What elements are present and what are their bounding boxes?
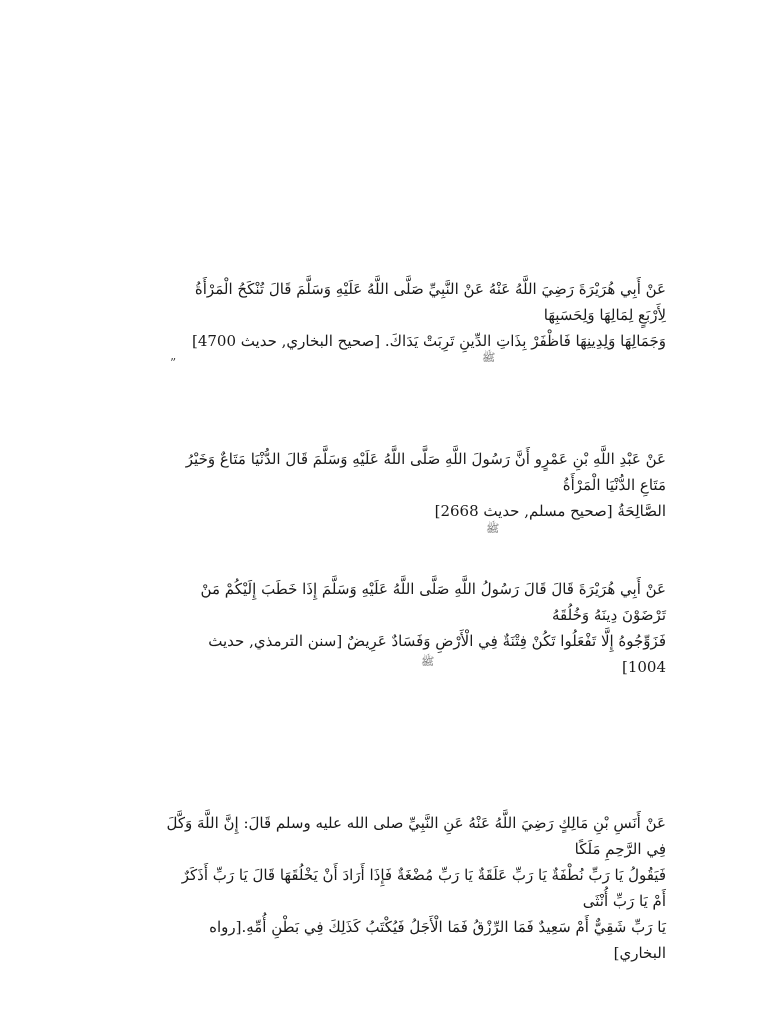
hadith-block-1 xyxy=(166,276,666,354)
hadith-3-line-2: فَزَوِّجُوهُ إِلَّا تَفْعَلُوا تَكُنْ فِتْنَةٌ فِي الْأَرْضِ وَفَسَادٌ عَرِيضٌ [سنن الترمذي, حديث 1004] xyxy=(208,632,666,676)
hadith-block-2 xyxy=(166,446,666,524)
hadith-2-line-1: عَنْ عَبْدِ اللَّهِ بْنِ عَمْرٍو أَنَّ رَسُولَ اللَّهِ صَلَّى اللَّهُ عَلَيْهِ وَسَلَّمَ قَالَ الدُّنْيَا مَتَاعٌ وَخَيْرُ مَتَاعِ الدُّنْيَا الْمَرْأَةُ xyxy=(185,450,666,494)
hadith-4-line-3: يَا رَبِّ شَقِيٌّ أَمْ سَعِيدٌ فَمَا الرِّزْقُ فَمَا الْأَجَلُ فَيُكْتَبُ كَذَلِكَ فِي بَطْنِ أُمِّهِ.[رواه البخاري] xyxy=(209,918,666,962)
salawat-mark-3: ﷺ xyxy=(421,655,435,668)
salawat-mark-1: ﷺ xyxy=(482,351,496,364)
hadith-4-line-1: عَنْ أَنَسِ بْنِ مَالِكٍ رَضِيَ اللَّهُ عَنْهُ عَنِ النَّبِيِّ صلى الله عليه وسلم قَالَ: إِنَّ اللَّهَ وَكَّلَ فِي الرَّحِمِ مَلَكًا xyxy=(166,814,666,858)
salawat-mark-2: ﷺ xyxy=(486,522,500,535)
hadith-block-4 xyxy=(166,810,666,966)
hadith-1-line-1: عَنْ أَبِي هُرَيْرَةَ رَضِيَ اللَّهُ عَنْهُ عَنْ النَّبِيِّ صَلَّى اللَّهُ عَلَيْهِ وَسَلَّمَ قَالَ تُنْكَحُ الْمَرْأَةُ لِأَرْبَعٍ لِمَالِهَا وَلِحَسَبِهَا xyxy=(194,280,666,324)
hadith-4-line-2: فَيَقُولُ يَا رَبِّ نُطْفَةٌ يَا رَبِّ عَلَقَةٌ يَا رَبِّ مُضْغَةٌ فَإِذَا أَرَادَ أَنْ يَخْلُقَهَا قَالَ يَا رَبِّ أَذَكَرٌ أَمْ يَا رَبِّ أُنْثَى xyxy=(181,866,666,910)
hadith-2-line-2: الصَّالِحَةُ [صحيح مسلم, حديث 2668] xyxy=(434,502,666,520)
hadith-block-3 xyxy=(166,576,666,680)
hadith-1-line-2: وَجَمَالِهَا وَلِدِينِهَا فَاظْفَرْ بِذَاتِ الدِّينِ تَرِبَتْ يَدَاكَ. [صحيح البخاري, حديث 4700] xyxy=(191,332,666,350)
stray-quote-mark: ” xyxy=(170,356,177,370)
hadith-3-line-1: عَنْ أَبِي هُرَيْرَةَ قَالَ قَالَ رَسُولُ اللَّهِ صَلَّى اللَّهُ عَلَيْهِ وَسَلَّمَ إِذَا خَطَبَ إِلَيْكُمْ مَنْ تَرْضَوْنَ دِينَهُ وَخُلُقَهُ xyxy=(200,580,666,624)
